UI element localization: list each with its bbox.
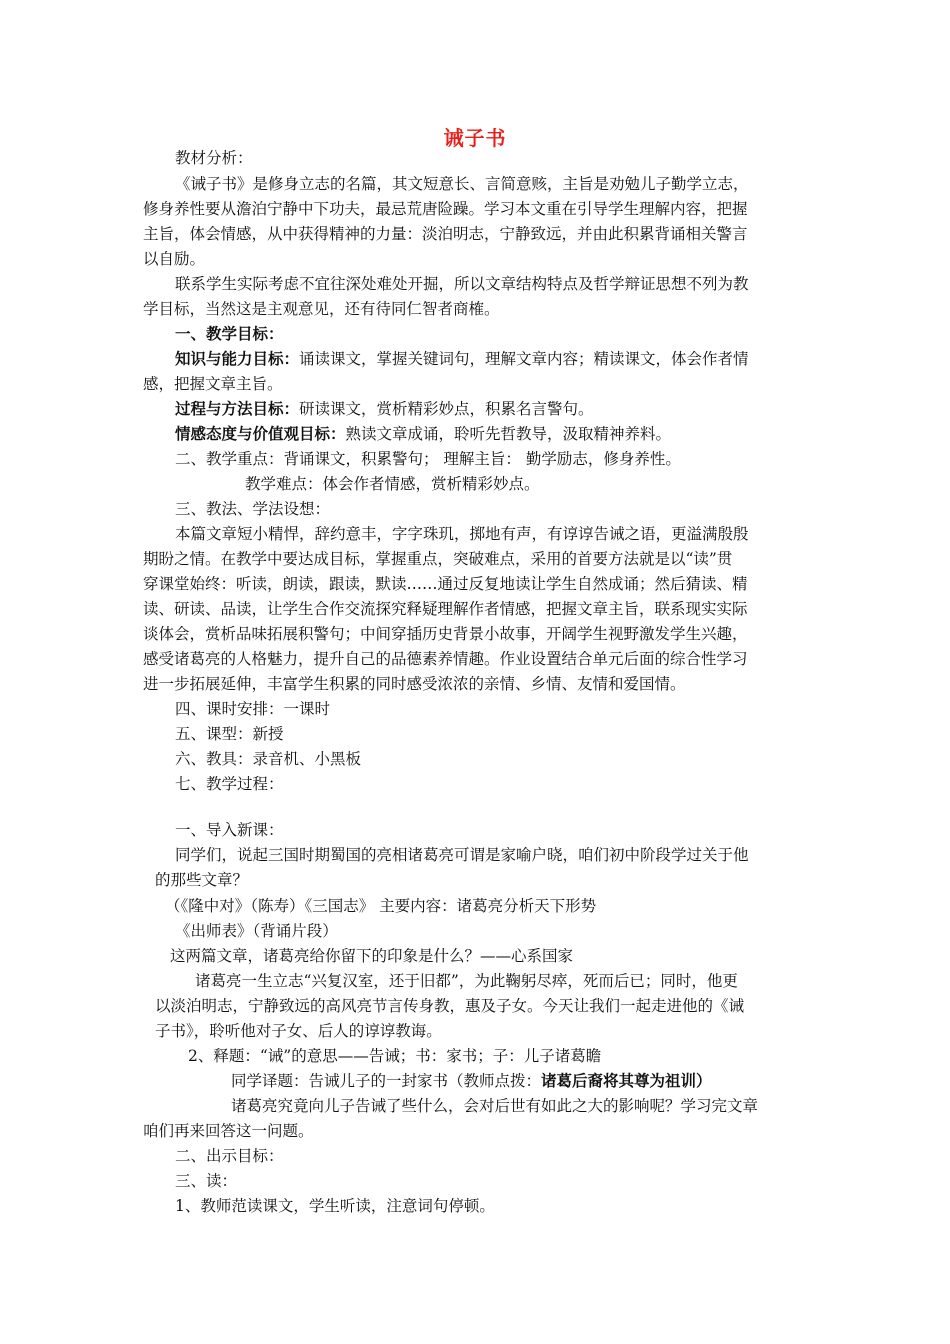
text-line xyxy=(175,843,749,867)
text-line xyxy=(188,1044,601,1068)
text-line xyxy=(175,919,338,943)
text-line xyxy=(175,1169,237,1193)
text-line xyxy=(195,969,738,993)
text-line xyxy=(175,522,749,546)
text-line xyxy=(143,297,500,321)
text-line xyxy=(143,222,748,246)
line-text: 以自励。 xyxy=(143,250,206,268)
line-text: 二、出示目标： xyxy=(175,1147,284,1165)
line-text: 主旨，体会情感，从中获得精神的力量：淡泊明志，宁静致远，并由此积累背诵相关警言 xyxy=(143,225,748,243)
line-text: 四、课时安排：一课时 xyxy=(175,700,331,718)
line-text: 三、教法、学法设想： xyxy=(175,500,331,518)
line-text: 六、教具：录音机、小黑板 xyxy=(175,750,362,768)
text-line xyxy=(143,247,205,271)
text-line xyxy=(143,622,748,646)
line-text: 研读课文，赏析精彩妙点，积累名言警句。 xyxy=(299,400,594,418)
text-line xyxy=(175,1194,495,1218)
text-line xyxy=(165,894,596,918)
text-line xyxy=(143,647,748,671)
bold-label: 情感态度与价值观目标： xyxy=(175,424,346,443)
line-text: 2、释题：“诫”的意思——告诫；书：家书；子：儿子诸葛瞻 xyxy=(188,1047,602,1065)
text-line xyxy=(175,397,594,421)
text-line xyxy=(175,146,253,170)
text-line xyxy=(175,322,284,346)
text-line xyxy=(155,1019,442,1043)
line-text: 修身养性要从澹泊宁静中下功夫，最忌荒唐险躁。学习本文重在引导学生理解内容，把握 xyxy=(143,200,748,218)
text-line xyxy=(143,372,283,396)
line-text: （《隆中对》（陈寿）《三国志》 主要内容：诸葛亮分析天下形势 xyxy=(165,897,597,915)
line-text: 感，把握文章主旨。 xyxy=(143,375,283,393)
line-text: 三、读： xyxy=(175,1172,238,1190)
line-text: 熟读文章成诵，聆听先哲教导，汲取精神养料。 xyxy=(345,425,672,443)
line-text: 以淡泊明志，宁静致远的高风亮节言传身教，惠及子女。今天让我们一起走进他的《诫 xyxy=(155,997,745,1015)
text-line xyxy=(143,597,748,621)
line-text: 诵读课文，掌握关键词句，理解文章内容；精读课文，体会作者情 xyxy=(299,350,749,368)
text-line xyxy=(175,497,330,521)
text-line xyxy=(143,672,686,696)
text-line xyxy=(170,944,573,968)
line-text: 七、教学过程： xyxy=(175,775,284,793)
line-text: 诸葛亮一生立志“兴复汉室，还于旧都”，为此鞠躬尽瘁，死而后已；同时，他更 xyxy=(195,972,738,990)
text-line xyxy=(175,272,749,296)
line-text: 本篇文章短小精悍，辞约意丰，字字珠玑，掷地有声，有谆谆告诫之语，更溢满殷殷 xyxy=(175,525,749,543)
text-line xyxy=(175,447,681,471)
line-text: 读、研读、品读，让学生合作交流探究释疑理解作者情感，把握文章主旨，联系现实实际 xyxy=(143,600,748,618)
text-line xyxy=(231,1069,712,1093)
line-text: 同学译题：告诫儿子的一封家书（教师点拨： xyxy=(231,1072,542,1090)
text-line xyxy=(175,347,749,371)
line-text: 《出师表》（背诵片段） xyxy=(175,922,338,940)
text-line xyxy=(175,422,671,446)
line-text: 诸葛亮究竟向儿子告诫了些什么，会对后世有如此之大的影响呢？学习完文章 xyxy=(231,1097,759,1115)
line-text: 二、教学重点：背诵课文，积累警句； 理解主旨： 勤学励志，修身养性。 xyxy=(175,450,681,468)
bold-label: 知识与能力目标： xyxy=(175,349,300,368)
line-text: 1、教师范读课文，学生听读，注意词句停顿。 xyxy=(175,1197,495,1215)
line-text: 同学们，说起三国时期蜀国的亮相诸葛亮可谓是家喻户晓，咱们初中阶段学过关于他 xyxy=(175,846,749,864)
text-line xyxy=(143,1119,314,1143)
line-text: 咱们再来回答这一问题。 xyxy=(143,1122,314,1140)
text-line xyxy=(175,747,361,771)
document-title: 诫子书 xyxy=(443,126,507,150)
text-line xyxy=(175,172,749,196)
line-text: 谈体会，赏析品味拓展积警句；中间穿插历史背景小故事，开阔学生视野激发学生兴趣， xyxy=(143,625,748,643)
text-line xyxy=(231,1094,758,1118)
text-line xyxy=(143,197,748,221)
line-text: 的那些文章？ xyxy=(155,871,249,889)
line-text: 联系学生实际考虑不宜往深处难处开掘，所以文章结构特点及哲学辩证思想不列为教 xyxy=(175,275,749,293)
text-line xyxy=(175,818,284,842)
line-text: 五、课型：新授 xyxy=(175,725,284,743)
line-text: 一、教学目标： xyxy=(175,324,284,343)
line-text: 这两篇文章，诸葛亮给你留下的印象是什么？——心系国家 xyxy=(170,947,574,965)
text-line xyxy=(175,722,284,746)
text-line xyxy=(175,1144,284,1168)
text-line xyxy=(155,868,248,892)
line-text: 教学难点：体会作者情感，赏析精彩妙点。 xyxy=(245,475,540,493)
text-line xyxy=(175,697,330,721)
text-line xyxy=(143,572,748,596)
text-line xyxy=(175,772,284,796)
line-text: 子书》，聆听他对子女、后人的谆谆教诲。 xyxy=(155,1022,442,1040)
line-text: 一、导入新课： xyxy=(175,821,284,839)
line-text: 穿课堂始终：听读，朗读，跟读，默读……通过反复地读让学生自然成诵；然后猜读、精 xyxy=(143,575,748,593)
line-text: 进一步拓展延伸，丰富学生积累的同时感受浓浓的亲情、乡情、友情和爱国情。 xyxy=(143,675,686,693)
text-line xyxy=(143,547,732,571)
bold-tail: 诸葛后裔将其尊为祖训） xyxy=(541,1071,712,1090)
line-text: 感受诸葛亮的人格魅力，提升自己的品德素养情趣。作业设置结合单元后面的综合性学习 xyxy=(143,650,748,668)
line-text: 学目标，当然这是主观意见，还有待同仁智者商榷。 xyxy=(143,300,500,318)
line-text: 教材分析： xyxy=(175,149,253,167)
line-text: 《诫子书》是修身立志的名篇，其文短意长、言简意赅，主旨是劝勉儿子勤学立志， xyxy=(175,175,749,193)
bold-label: 过程与方法目标： xyxy=(175,399,300,418)
text-line xyxy=(155,994,744,1018)
text-line xyxy=(245,472,540,496)
line-text: 期盼之情。在教学中要达成目标，掌握重点，突破难点，采用的首要方法就是以“读”贯 xyxy=(143,550,733,568)
